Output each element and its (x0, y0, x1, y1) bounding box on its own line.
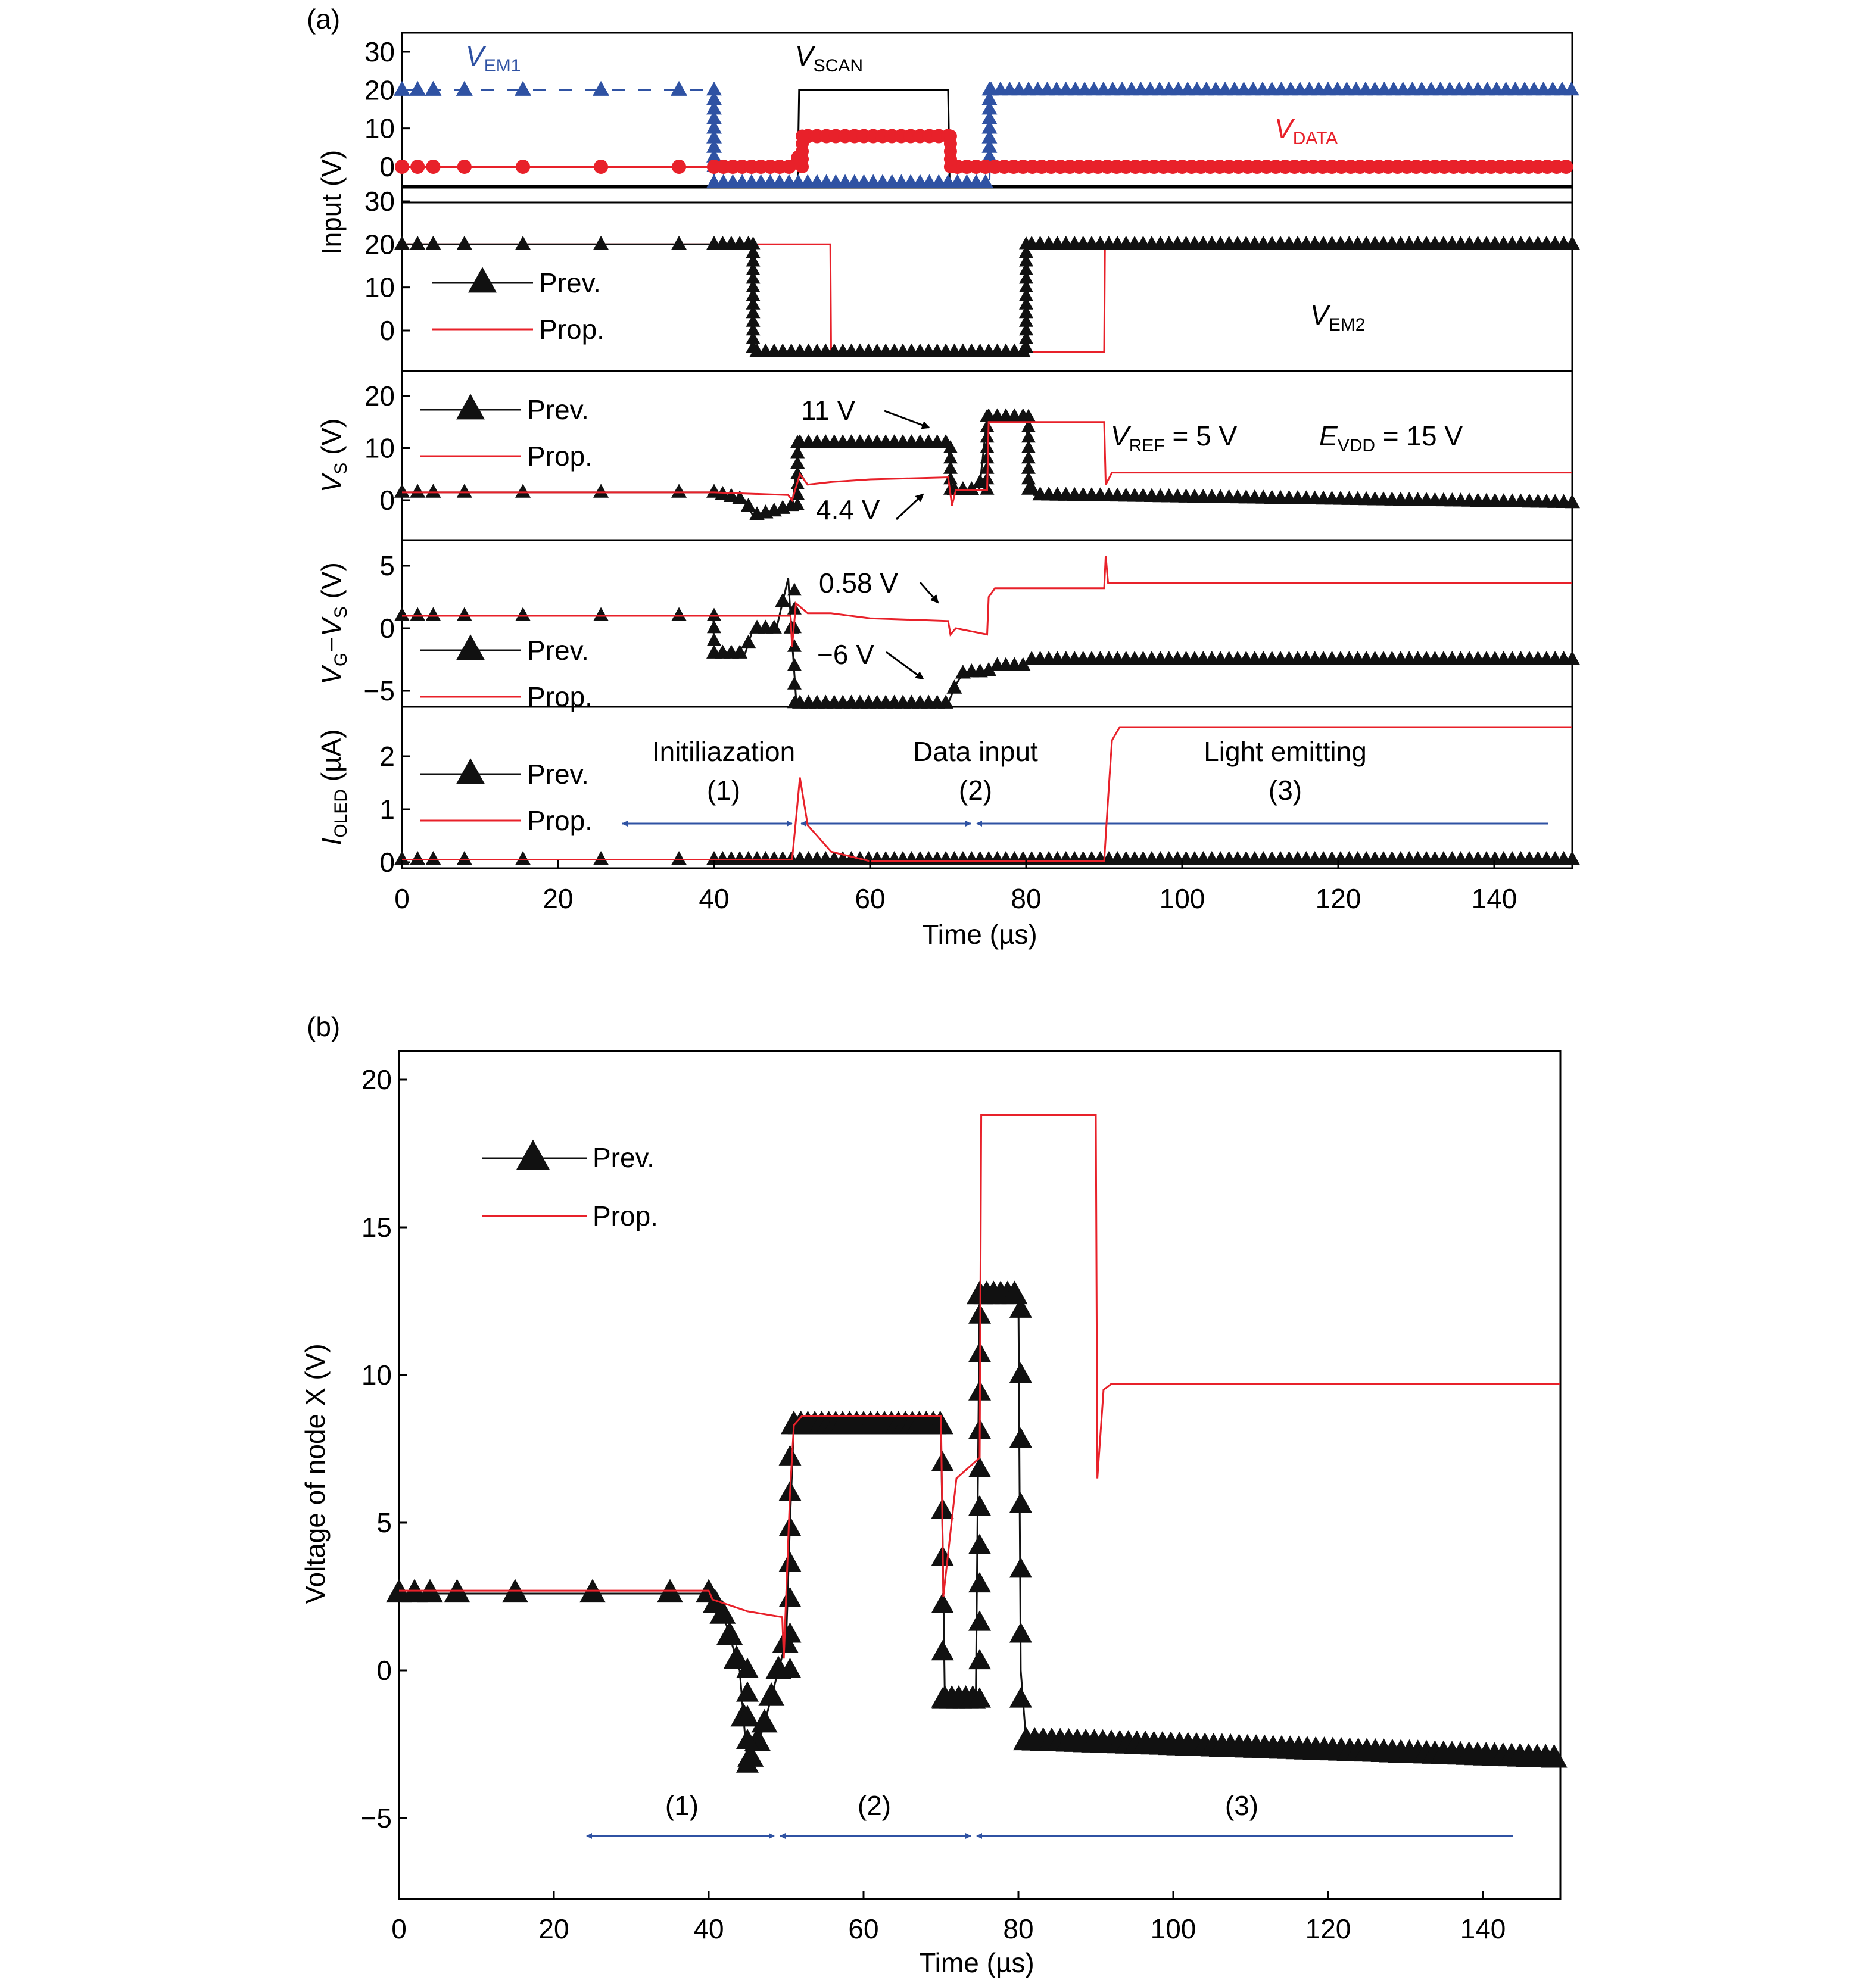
panel-a-xtick-label: 140 (1471, 883, 1517, 914)
panel-a-xtick-label: 60 (855, 883, 886, 914)
vgs-prev-marker (741, 635, 756, 648)
vem1-marker (515, 81, 531, 96)
vem1-marker (671, 81, 687, 96)
ioled-prev-marker (671, 851, 687, 865)
vem1-marker (456, 81, 473, 96)
panel-b-ylabel: Voltage of node X (V) (300, 1343, 331, 1604)
vgs-prev-marker (707, 621, 721, 634)
panel-b-xtick-label: 100 (1150, 1913, 1196, 1944)
nodex-prev-marker (1009, 1687, 1032, 1707)
input2-legend-prev-marker (468, 267, 497, 292)
panel-b-legend-prev-marker (516, 1140, 550, 1170)
vem2-prev-marker (671, 236, 687, 250)
nodex-prev-marker (716, 1621, 743, 1645)
nodex-prev-marker (931, 1640, 954, 1660)
vgs-prop-line (402, 556, 1572, 647)
vs-y-label: 10 (364, 432, 395, 464)
vs-prev-marker (515, 484, 531, 497)
panel-b-xtick-label: 140 (1460, 1913, 1506, 1944)
vgs-prev-marker (515, 607, 531, 621)
nodex-prev-marker (968, 1457, 991, 1477)
vem2-prev-marker (593, 236, 609, 250)
nodex-prev-marker (1009, 1492, 1032, 1513)
panel-b-xtick-label: 80 (1003, 1913, 1034, 1944)
vs-prev-marker (593, 484, 609, 497)
input2-legend-prop-label: Prop. (539, 314, 604, 345)
vgs-prev-marker (457, 607, 472, 621)
ann-0-58v: 0.58 V (819, 568, 898, 598)
vgs-y-label: −5 (363, 675, 395, 706)
panel-a-xtick-label: 120 (1315, 883, 1361, 914)
panel-b-y-label: 10 (361, 1360, 392, 1390)
vgs-prev-marker (707, 633, 721, 646)
ioled-y-label: 2 (379, 741, 395, 772)
nodex-prev-marker (779, 1445, 802, 1466)
vem1-marker (425, 81, 441, 96)
vscan-label: $V_{SCAN}$ (795, 40, 864, 76)
nodex-prev-marker (968, 1610, 991, 1630)
vgs-prev-marker (671, 607, 687, 621)
nodex-prev-marker (736, 1681, 759, 1701)
phase1-label: Initiliazation (652, 736, 796, 767)
ioled-prev-marker (457, 851, 472, 865)
input1-y-label: 0 (379, 151, 395, 182)
ann-m6v: −6 V (817, 639, 874, 670)
vs-legend-prev-label: Prev. (527, 394, 589, 425)
vgs-prev-marker (946, 679, 962, 693)
ioled-y-label: 1 (379, 794, 395, 825)
vs-y-label: 20 (364, 381, 395, 411)
ioled-legend-prev-label: Prev. (527, 759, 589, 790)
vref-label: $V_{REF} = 5$ V (1111, 420, 1238, 456)
input2-y-label: 20 (364, 229, 395, 260)
input1-y-label: 30 (364, 36, 395, 67)
panel-b-y-label: 15 (361, 1212, 392, 1243)
input1-y-label: 10 (364, 113, 395, 144)
vdata-marker (457, 160, 472, 174)
nodex-prev-marker (779, 1551, 802, 1572)
ann-11v: 11 V (801, 395, 856, 426)
ioled-prev-marker (515, 851, 531, 865)
panel-a-label: (a) (307, 4, 341, 35)
phase2-label: Data input (913, 736, 1038, 767)
ann-4-4v: 4.4 V (816, 494, 880, 525)
vem2-prev-marker (410, 236, 425, 250)
vs-legend-prev-marker (456, 394, 485, 419)
vgs-prev-marker (787, 658, 802, 671)
ioled-prev-marker (593, 851, 609, 865)
panel-b-xlabel: Time (µs) (919, 1947, 1034, 1978)
vdata-marker (594, 160, 608, 174)
panel-b-y-label: −5 (360, 1803, 392, 1834)
vgs-y-label: 5 (379, 550, 395, 581)
ioled-ylabel: $I_{OLED}$ (µA) (316, 729, 351, 846)
input-ylabel: Input (V) (316, 149, 347, 255)
panel-a-xlabel: Time (µs) (922, 919, 1037, 950)
phase3-label: Light emitting (1204, 736, 1367, 767)
panel-b-phase3: (3) (1224, 1790, 1259, 1821)
nodex-prev-marker (968, 1649, 991, 1669)
ann-m6v-arrow (886, 652, 923, 679)
nodex-prev-marker (968, 1495, 991, 1516)
nodex-prev-marker (1009, 1557, 1032, 1577)
vem1-marker (409, 81, 426, 96)
ann-11v-arrow (884, 411, 929, 428)
panel-a-xtick-label: 20 (543, 883, 574, 914)
vdata-marker (395, 160, 409, 174)
vs-prev-marker (394, 484, 410, 497)
vdata-marker (516, 160, 530, 174)
vgs-legend-prop-label: Prop. (527, 681, 593, 712)
vgs-prev-marker (787, 676, 802, 690)
vgs-prev-marker (593, 607, 609, 621)
nodex-prev-marker (1009, 1427, 1032, 1448)
vem2-prev-marker (425, 236, 441, 250)
vs-prev-marker (425, 484, 441, 497)
input2-legend-prev-label: Prev. (539, 267, 601, 298)
input1-y-label: 20 (364, 74, 395, 106)
vgs-prev-marker (707, 608, 721, 621)
phase1-num: (1) (706, 775, 741, 806)
vs-legend-prop-label: Prop. (527, 441, 593, 472)
panel-b-legend-prop-label: Prop. (593, 1201, 658, 1231)
vdata-marker (1559, 160, 1573, 174)
vem1-label: $V_{EM1}$ (466, 40, 521, 76)
vem2-prev-marker (457, 236, 472, 250)
panel-a-xtick-label: 40 (699, 883, 730, 914)
vs-prev-marker (457, 484, 472, 497)
ioled-prev-marker (425, 851, 441, 865)
vem2-label: $V_{EM2}$ (1310, 300, 1366, 335)
panel-b-y-label: 0 (376, 1655, 392, 1686)
panel-b-phase1: (1) (665, 1790, 699, 1821)
nodex-prev-marker (779, 1516, 802, 1536)
phase3-num: (3) (1268, 775, 1302, 806)
input2-y-label: 30 (364, 186, 395, 217)
panel-b-y-label: 20 (361, 1064, 392, 1095)
input2-y-label: 0 (379, 315, 395, 346)
vdata-marker (410, 160, 425, 174)
nodex-prev-marker (1009, 1622, 1032, 1642)
vem1-marker (978, 174, 993, 188)
vgs-prev-marker (425, 607, 441, 621)
input2-y-label: 10 (364, 272, 395, 303)
vgs-legend-prev-marker (456, 634, 485, 660)
evdd-label: $E_{VDD} = 15$ V (1319, 420, 1463, 456)
panel-b-xtick-label: 120 (1305, 1913, 1351, 1944)
ioled-legend-prop-label: Prop. (527, 805, 593, 836)
vgs-prev-marker (394, 607, 410, 621)
ann-0-58v-arrow (920, 582, 938, 603)
nodex-prev-marker (968, 1533, 991, 1554)
vdata-label: $V_{DATA}$ (1274, 113, 1338, 148)
vem2-prev-marker (394, 236, 410, 250)
panel-a-xtick-label: 0 (394, 883, 410, 914)
vgs-y-label: 0 (379, 613, 395, 644)
vdata-marker (796, 130, 809, 143)
vgs-prev-marker (787, 639, 802, 652)
vem1-marker (593, 81, 609, 96)
panel-b-phase2: (2) (857, 1790, 892, 1821)
vgs-ylabel: $V_G-V_S$ (V) (316, 562, 351, 685)
chart-marks (361, 36, 1580, 1944)
vem2-prev-marker (515, 236, 531, 250)
nodex-prev-marker (968, 1572, 991, 1592)
panel-b-xtick-label: 0 (391, 1913, 407, 1944)
vdata-marker (426, 160, 440, 174)
vgs-prev-marker (410, 607, 425, 621)
panel-b-xtick-label: 20 (538, 1913, 569, 1944)
phase2-num: (2) (958, 775, 993, 806)
vs-ylabel: $V_S$ (V) (316, 418, 351, 493)
vem1-marker (1564, 82, 1579, 95)
nodex-prev-marker (779, 1587, 802, 1607)
nodex-prev-marker (758, 1682, 784, 1706)
panel-b-xtick-label: 60 (848, 1913, 879, 1944)
vdata-marker (672, 160, 686, 174)
vs-prev-marker (410, 484, 425, 497)
nodex-prev-marker (1009, 1362, 1032, 1383)
panel-a-xtick-label: 100 (1159, 883, 1205, 914)
vem1-marker (394, 81, 410, 96)
vdata-marker (944, 130, 957, 143)
ioled-prev-marker (410, 851, 425, 865)
vs-prev-marker (671, 484, 687, 497)
panel-b-label: (b) (307, 1011, 341, 1042)
vgs-legend-prev-label: Prev. (527, 635, 589, 666)
ioled-legend-prev-marker (456, 758, 485, 784)
vs-y-label: 0 (379, 485, 395, 516)
ioled-y-label: 0 (379, 847, 395, 878)
panel-b-legend-prev-label: Prev. (593, 1142, 655, 1173)
panel-b-xtick-label: 40 (693, 1913, 724, 1944)
panel-a-xtick-label: 80 (1011, 883, 1042, 914)
panel-b-y-label: 5 (376, 1507, 392, 1538)
ann-4-4v-arrow (896, 494, 923, 519)
